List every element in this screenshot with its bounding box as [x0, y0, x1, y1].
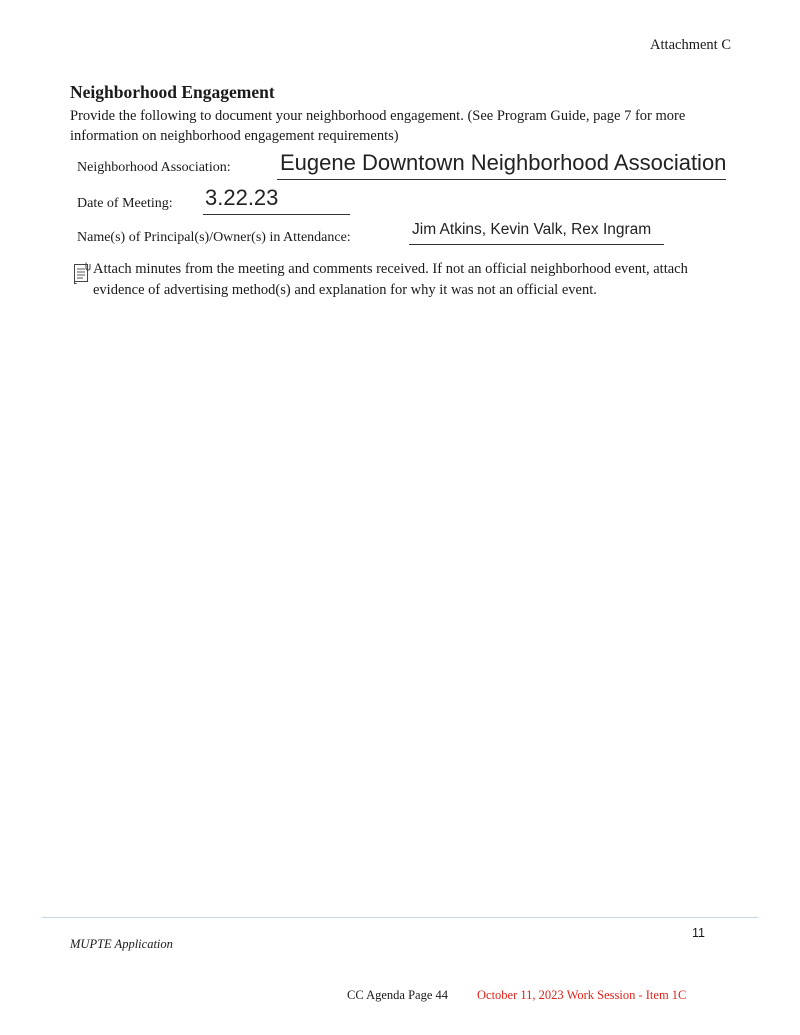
- association-field[interactable]: Eugene Downtown Neighborhood Association: [277, 149, 726, 180]
- agenda-page: CC Agenda Page 44: [347, 988, 449, 1002]
- page-number: 11: [692, 926, 705, 940]
- attachment-label: Attachment C: [650, 37, 731, 53]
- association-label: Neighborhood Association:: [77, 160, 231, 175]
- attachment-note: [73, 259, 733, 301]
- footer-divider: [42, 917, 758, 918]
- attendees-field[interactable]: Jim Atkins, Kevin Valk, Rex Ingram: [409, 219, 664, 245]
- attachment-icon[interactable]: [73, 261, 93, 285]
- section-intro: Provide the following to document your neighborhood engagement. (See Program Guide, page 7 for more information on neighborhood engagement requirements): [70, 108, 686, 144]
- date-label: Date of Meeting:: [77, 196, 173, 211]
- attendees-label: Name(s) of Principal(s)/Owner(s) in Attendance:: [77, 230, 351, 245]
- date-field[interactable]: 3.22.23: [203, 184, 350, 215]
- footer-application: MUPTE Application: [70, 937, 173, 951]
- attachment-instructions: Attach minutes from the meeting and comments received. If not an official neighborhood event, attach evidence of advertising method(s) and explanation for why it was not an official event.: [93, 261, 688, 298]
- section-title: Neighborhood Engagement: [70, 82, 275, 102]
- session-label: October 11, 2023 Work Session - Item 1C: [477, 988, 687, 1002]
